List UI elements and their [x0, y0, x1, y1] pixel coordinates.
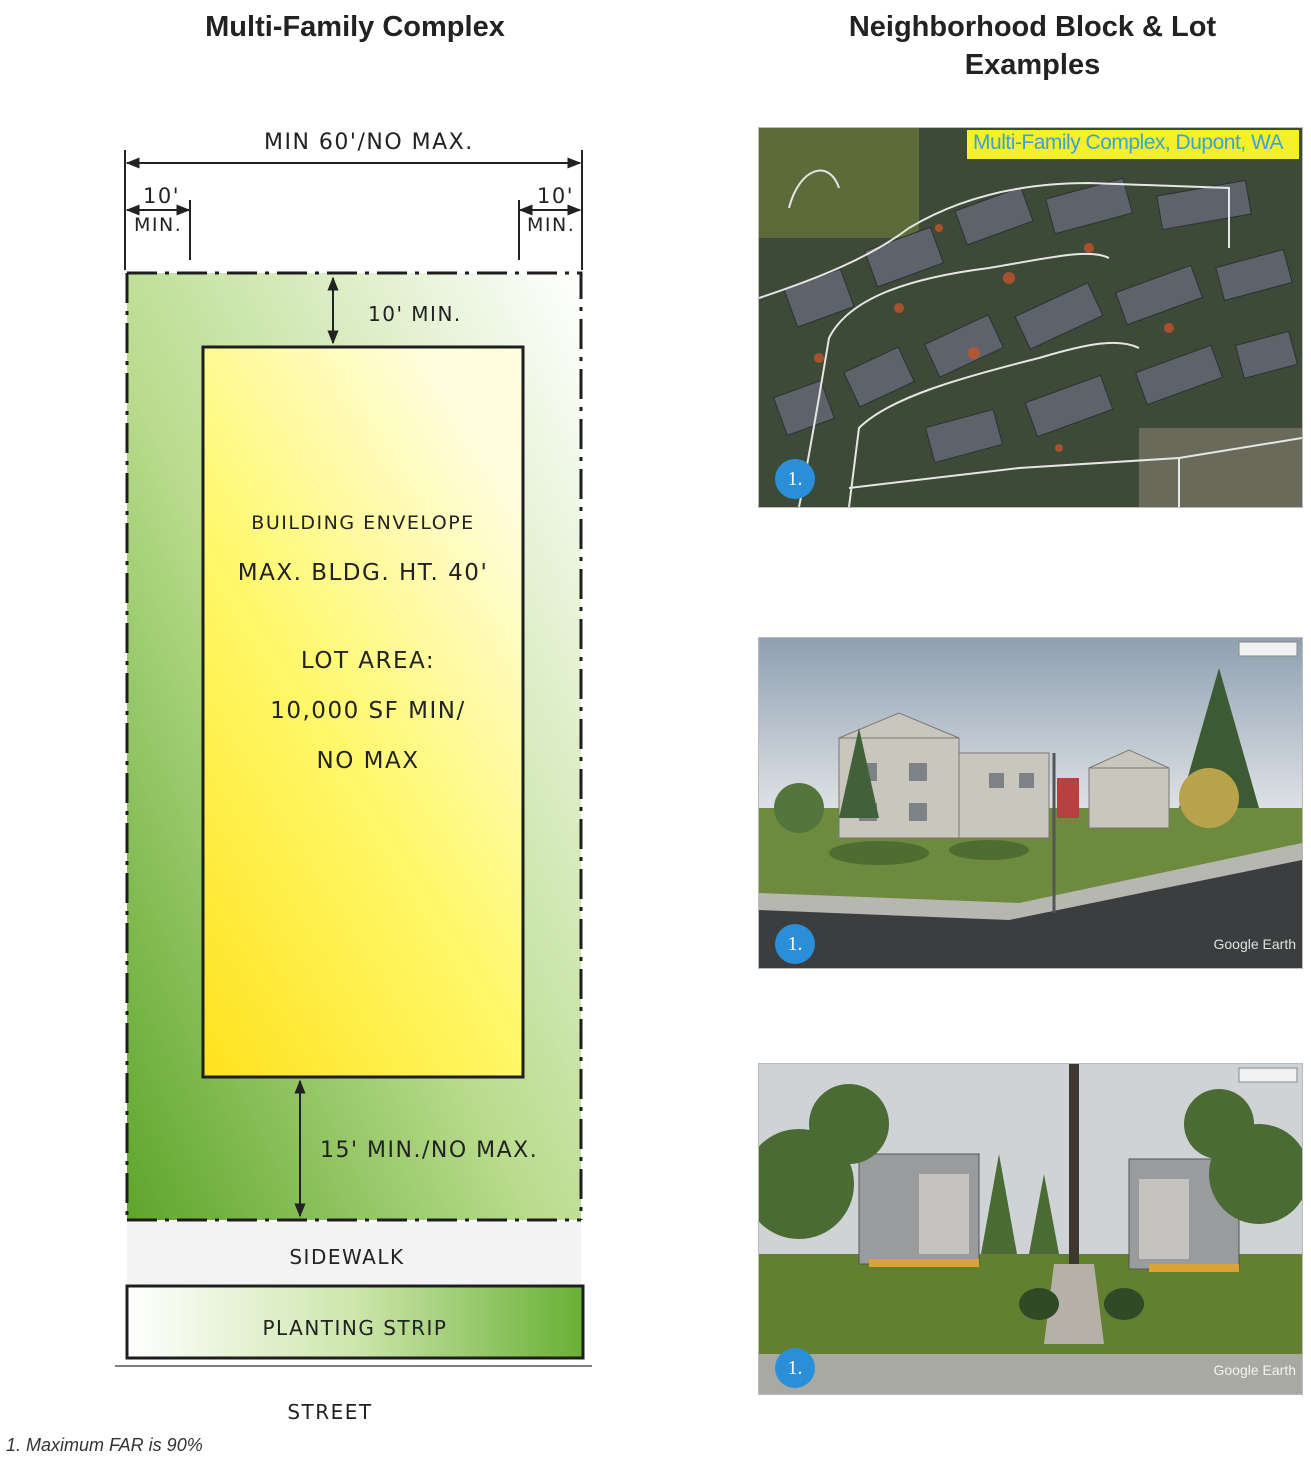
street-view-badge-1: 1. — [775, 924, 815, 964]
aerial-badge: 1. — [775, 459, 815, 499]
left-heading: Multi-Family Complex — [205, 11, 505, 43]
street-view-photo-2 — [758, 1063, 1303, 1395]
front-setback-label: 15' MIN./NO MAX. — [320, 1138, 539, 1163]
max-height-label: MAX. BLDG. HT. 40' — [237, 560, 489, 586]
lot-width-label: MIN 60'/NO MAX. — [264, 130, 474, 155]
rear-setback-label: 10' MIN. — [368, 302, 462, 326]
street-view-photo-1 — [758, 637, 1303, 969]
right-heading: Neighborhood Block & Lot Examples — [848, 11, 1217, 81]
planting-strip-label: PLANTING STRIP — [262, 1316, 448, 1340]
lot-area-min: 10,000 SF MIN/ — [270, 698, 466, 724]
street-view-badge-2: 1. — [775, 1348, 815, 1388]
footnote: 1. Maximum FAR is 90% — [6, 1435, 203, 1455]
left-setback-sub: MIN. — [134, 214, 183, 236]
google-earth-watermark-1: Google Earth — [1213, 936, 1296, 952]
lot-area-max: NO MAX — [316, 748, 420, 774]
lot-area-label: LOT AREA: — [300, 648, 436, 674]
street-label: STREET — [287, 1400, 373, 1424]
google-earth-watermark-2: Google Earth — [1213, 1362, 1296, 1378]
right-setback-label: 10' — [537, 184, 574, 208]
envelope-label: BUILDING ENVELOPE — [251, 512, 475, 534]
left-setback-label: 10' — [143, 184, 180, 208]
aerial-photo — [758, 127, 1303, 508]
right-setback-sub: MIN. — [527, 214, 576, 236]
aerial-caption: Multi-Family Complex, Dupont, WA — [967, 130, 1299, 159]
sidewalk-label: SIDEWALK — [289, 1245, 405, 1269]
